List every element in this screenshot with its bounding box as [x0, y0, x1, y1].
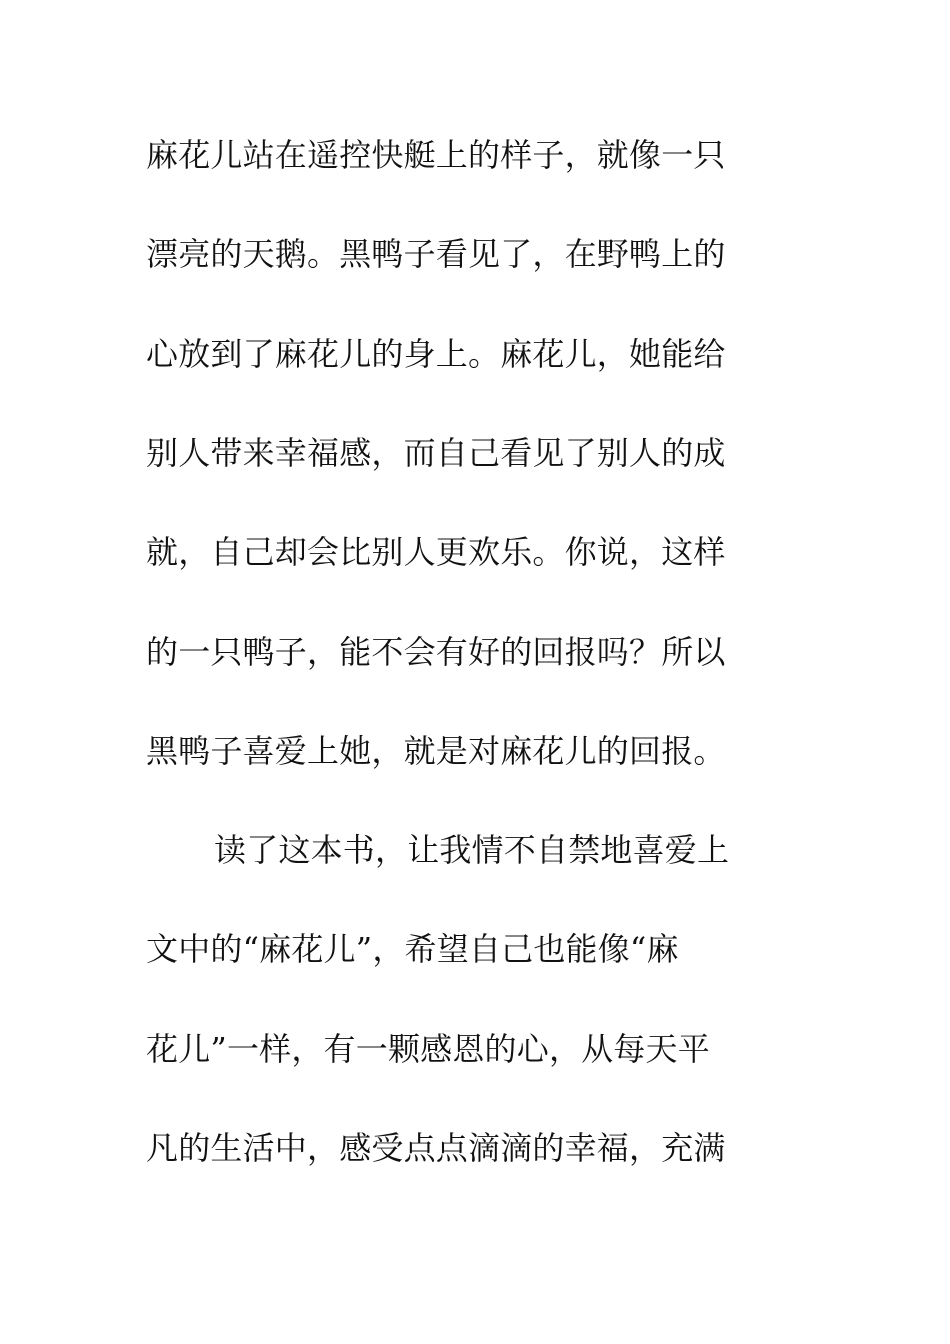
- text-line: 心放到了麻花儿的身上。麻花儿，她能给: [146, 335, 726, 373]
- text-line: 麻花儿站在遥控快艇上的样子，就像一只: [146, 136, 726, 174]
- text-line: 就，自己却会比别人更欢乐。你说，这样: [146, 533, 726, 571]
- text-line: 别人带来幸福感，而自己看见了别人的成: [146, 434, 726, 472]
- paragraph-first-line: 读了这本书，让我情不自禁地喜爱上: [214, 831, 730, 869]
- text-line: 花儿”一样，有一颗感恩的心，从每天平: [146, 1030, 710, 1068]
- text-line: 黑鸭子喜爱上她，就是对麻花儿的回报。: [146, 732, 726, 770]
- text-line: 漂亮的天鹅。黑鸭子看见了，在野鸭上的: [146, 235, 726, 273]
- text-line: 的一只鸭子，能不会有好的回报吗？所以: [146, 633, 726, 671]
- text-line: 凡的生活中，感受点点滴滴的幸福，充满: [146, 1129, 726, 1167]
- text-line: 文中的“麻花儿”，希望自己也能像“麻: [146, 930, 679, 968]
